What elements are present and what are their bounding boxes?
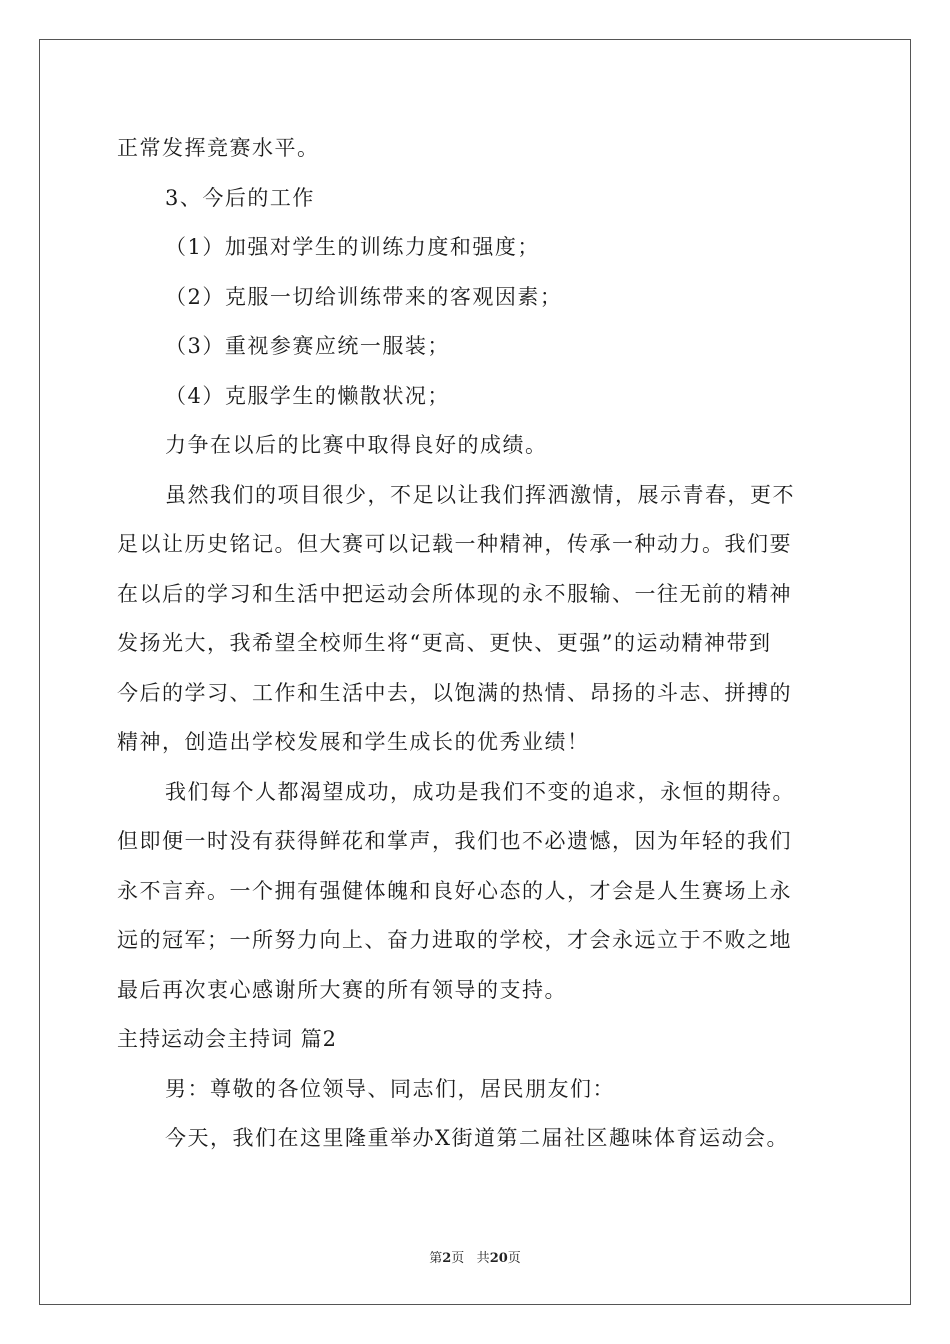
footer-total-suffix: 页	[507, 1251, 521, 1266]
text-line: 正常发挥竞赛水平。	[117, 136, 320, 160]
footer-page-suffix: 页	[451, 1251, 465, 1266]
document-body	[117, 124, 837, 1164]
page-footer	[0, 1247, 950, 1266]
text-line: 在以后的学习和生活中把运动会所体现的永不服输、一往无前的精神	[117, 581, 792, 606]
text-line: 发扬光大，我希望全校师生将“更高、更快、更强”的运动精神带到	[117, 631, 772, 655]
paragraph-start: 虽然我们的项目很少，不足以让我们挥洒激情，展示青春，更不	[165, 482, 795, 507]
text-line: 精神，创造出学校发展和学生成长的优秀业绩！	[117, 730, 590, 754]
footer-total-prefix: 共	[476, 1251, 490, 1266]
article-heading: 主持运动会主持词 篇2	[117, 1027, 338, 1051]
list-item: （2）克服一切给训练带来的客观因素；	[165, 284, 563, 309]
list-item: （1）加强对学生的训练力度和强度；	[165, 235, 540, 259]
list-item: （4）克服学生的懒散状况；	[165, 383, 450, 408]
section-heading: 3、今后的工作	[165, 185, 315, 210]
text-line: 今后的学习、工作和生活中去，以饱满的热情、昂扬的斗志、拼搏的	[117, 680, 792, 705]
total-page-count: 20	[489, 1251, 508, 1266]
text-line: 远的冠军；一所努力向上、奋力进取的学校，才会永远立于不败之地	[117, 928, 792, 952]
text-line: 永不言弃。一个拥有强健体魄和良好心态的人，才会是人生赛场上永	[117, 878, 792, 903]
current-page-number: 2	[442, 1251, 452, 1266]
text-line: 但即便一时没有获得鲜花和掌声，我们也不必遗憾，因为年轻的我们	[117, 829, 792, 853]
text-line: 足以让历史铭记。但大赛可以记载一种精神，传承一种动力。我们要	[117, 532, 792, 556]
paragraph-start: 今天，我们在这里隆重举办X街道第二届社区趣味体育运动会。	[165, 1126, 789, 1150]
paragraph-start: 男：尊敬的各位领导、同志们，居民朋友们：	[165, 1076, 615, 1101]
list-item: （3）重视参赛应统一服装；	[165, 334, 450, 358]
text-line: 最后再次衷心感谢所大赛的所有领导的支持。	[117, 977, 567, 1002]
paragraph-start: 我们每个人都渴望成功，成功是我们不变的追求，永恒的期待。	[165, 779, 795, 804]
footer-prefix: 第	[429, 1251, 443, 1266]
text-line: 力争在以后的比赛中取得良好的成绩。	[165, 433, 548, 457]
